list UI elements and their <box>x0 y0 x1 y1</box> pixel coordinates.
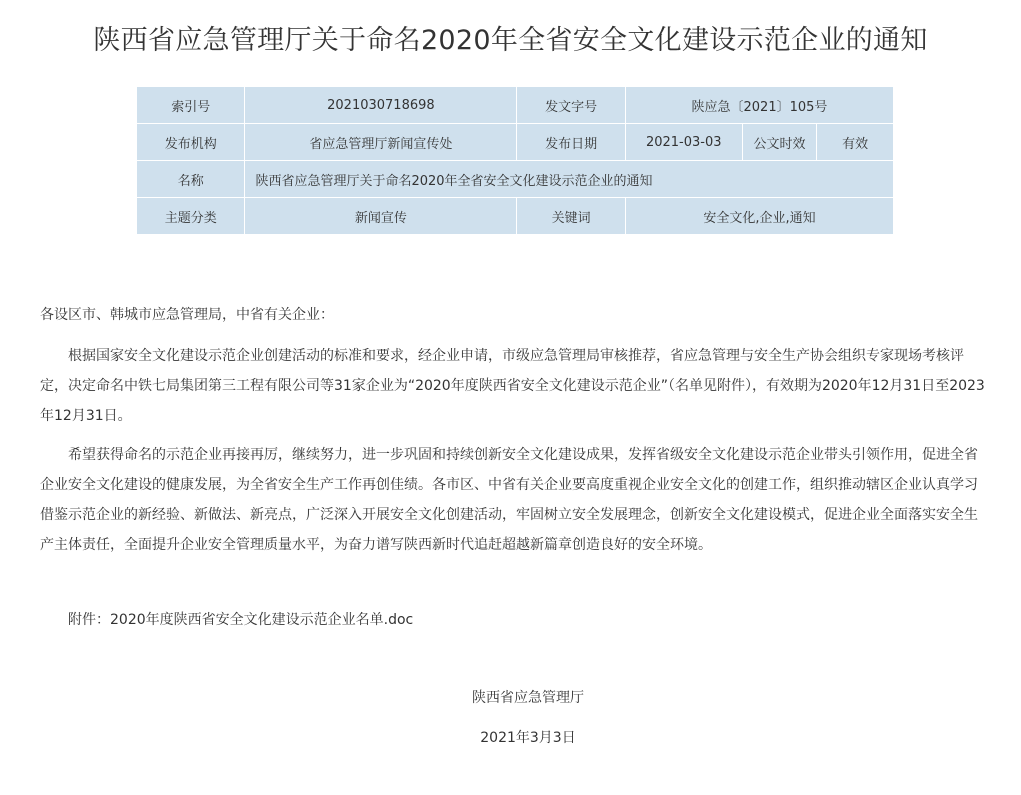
body-paragraph-2: 希望获得命名的示范企业再接再厉，继续努力，进一步巩固和持续创新安全文化建设成果，发挥省级安全文化建设示范企业带头引领作用，促进全省企业安全文化建设的健康发展，为全省安全生产工作再创佳绩。各市区、中省有关企业要高度重视企业安全文化的创建工作，组织推动辖区企业认真学习借鉴示范企业的新经验、新做法、新亮点，广泛深入开展安全文化创建活动，牢固树立安全发展理念，创新安全文化建设模式，促进企业全面落实安全生产主体责任，全面提升企业安全管理质量水平，为奋力谱写陕西新时代追赶超越新篇章创造良好的安全环境。 <box>40 447 978 553</box>
metadata-table <box>136 86 894 235</box>
issuer-value: 省应急管理厅新闻宣传处 <box>245 124 516 160</box>
topic-value: 新闻宣传 <box>245 198 516 234</box>
topic-label: 主题分类 <box>137 198 244 234</box>
publish-date-label: 发布日期 <box>517 124 625 160</box>
index-value: 2021030718698 <box>245 87 516 123</box>
issuer-signature: 陕西省应急管理厅 <box>472 690 584 706</box>
publish-date-value: 2021-03-03 <box>626 124 742 160</box>
attachment-link[interactable]: 2020年度陕西省安全文化建设示范企业名单.doc <box>110 612 414 628</box>
issuer-label: 发布机构 <box>137 124 244 160</box>
metadata-row-index <box>137 87 893 123</box>
attachment-label: 附件： <box>68 612 110 628</box>
keyword-label: 关键词 <box>517 198 625 234</box>
issue-date: 2021年3月3日 <box>480 730 576 746</box>
metadata-row-name <box>137 161 893 197</box>
validity-label: 公文时效 <box>743 124 817 160</box>
index-label: 索引号 <box>137 87 244 123</box>
name-label: 名称 <box>137 161 244 197</box>
document-body <box>40 300 986 753</box>
attachment-line <box>40 605 986 635</box>
validity-value: 有效 <box>817 124 893 160</box>
doc-no-value: 陕应急〔2021〕105号 <box>626 87 893 123</box>
salutation: 各设区市、韩城市应急管理局，中省有关企业： <box>40 307 334 323</box>
metadata-row-issuer <box>137 124 893 160</box>
keyword-value: 安全文化,企业,通知 <box>626 198 893 234</box>
page-title: 陕西省应急管理厅关于命名2020年全省安全文化建设示范企业的通知 <box>93 25 928 56</box>
doc-no-label: 发文字号 <box>517 87 625 123</box>
name-value: 陕西省应急管理厅关于命名2020年全省安全文化建设示范企业的通知 <box>245 161 893 197</box>
body-paragraph-1: 根据国家安全文化建设示范企业创建活动的标准和要求，经企业申请，市级应急管理局审核推荐，省应急管理与安全生产协会组织专家现场考核评定，决定命名中铁七局集团第三工程有限公司等31家企业为“2020年度陕西省安全文化建设示范企业”（名单见附件），有效期为2020年12月31日至2023年12月31日。 <box>40 348 985 424</box>
metadata-row-topic <box>137 198 893 234</box>
